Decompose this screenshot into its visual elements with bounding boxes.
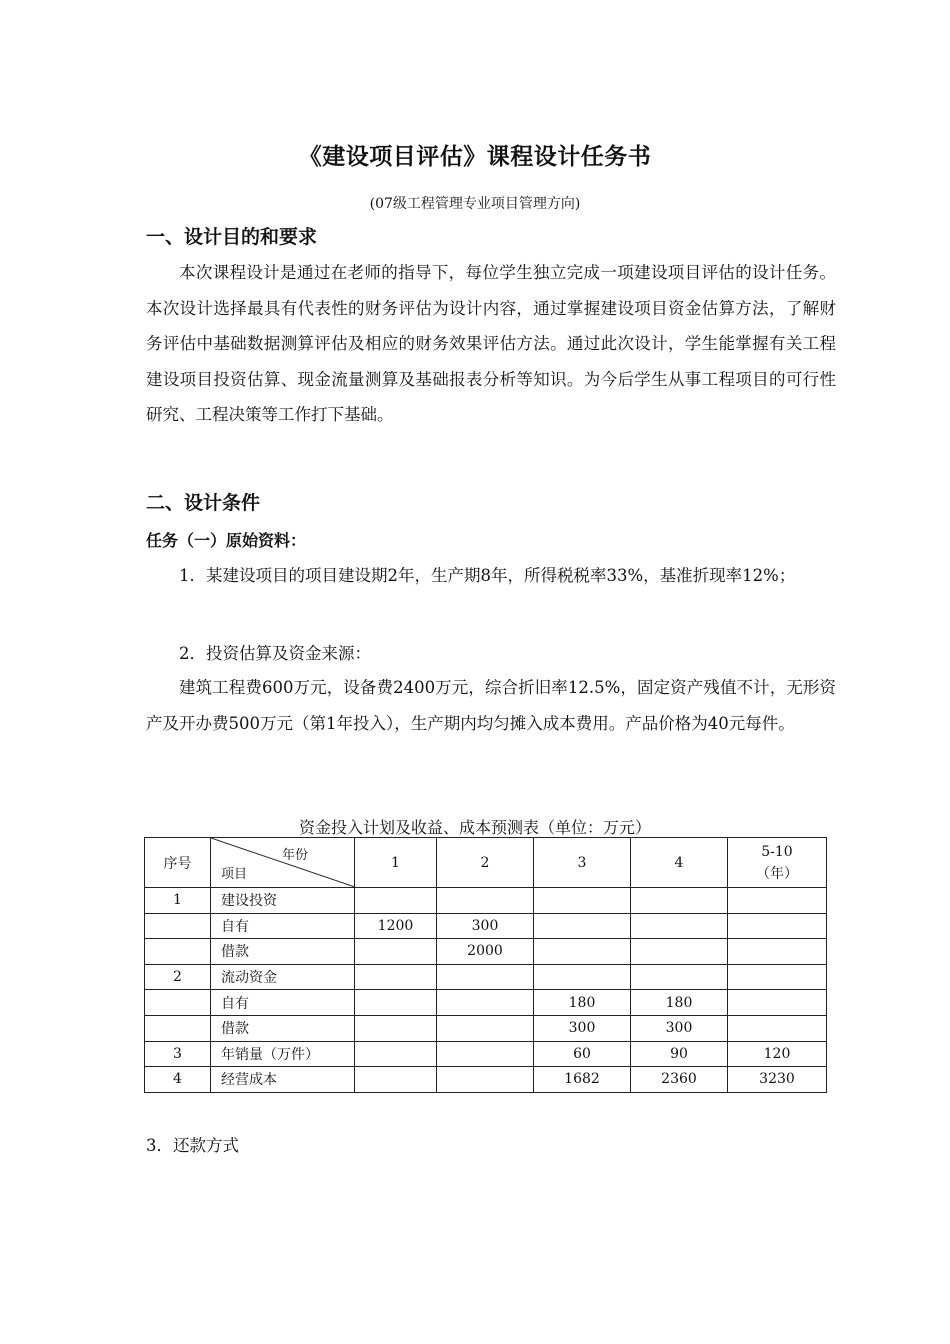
table-row — [145, 913, 827, 939]
table-row — [145, 990, 827, 1016]
row-seq — [145, 990, 211, 1016]
row-value-cell — [728, 964, 827, 990]
row-seq: 1 — [145, 888, 211, 914]
header-diagonal-cell — [211, 838, 355, 888]
row-item-name: 借款 — [211, 939, 355, 965]
header-year-2: 2 — [437, 838, 534, 888]
row-seq: 4 — [145, 1067, 211, 1093]
table-caption: 资金投入计划及收益、成本预测表（单位：万元） — [298, 818, 651, 837]
item2-paragraph: 建筑工程费600万元，设备费2400万元，综合折旧率12.5%，固定资产残值不计，无形资产及开办费500万元（第1年投入），生产期内均匀摊入成本费用。产品价格为40元每件。 — [146, 678, 836, 733]
row-seq: 2 — [145, 964, 211, 990]
row-item-name: 经营成本 — [211, 1067, 355, 1093]
row-value-cell — [631, 888, 728, 914]
table-row — [145, 1015, 827, 1041]
row-value-cell: 180 — [631, 990, 728, 1016]
row-item-name: 年销量（万件） — [211, 1041, 355, 1067]
row-seq — [145, 939, 211, 965]
row-value-cell: 3230 — [728, 1067, 827, 1093]
row-value-cell — [355, 1015, 437, 1041]
row-value-cell — [355, 964, 437, 990]
row-value-cell — [728, 1015, 827, 1041]
header-year-4: 4 — [631, 838, 728, 888]
row-value-cell — [534, 939, 631, 965]
row-seq — [145, 1015, 211, 1041]
item2-text: 2．投资估算及资金来源： — [179, 644, 371, 663]
row-value-cell: 300 — [437, 913, 534, 939]
row-value-cell — [437, 1015, 534, 1041]
header-year-label: 年份 — [281, 848, 308, 863]
row-value-cell — [534, 913, 631, 939]
header-year-unit: （年） — [756, 865, 798, 882]
row-value-cell — [437, 888, 534, 914]
header-year-range: 5-10 — [761, 843, 793, 860]
row-value-cell: 1200 — [355, 913, 437, 939]
row-item-name: 流动资金 — [211, 964, 355, 990]
row-value-cell — [355, 1041, 437, 1067]
table-row — [145, 888, 827, 914]
row-value-cell: 2360 — [631, 1067, 728, 1093]
row-value-cell — [728, 990, 827, 1016]
row-value-cell — [355, 1067, 437, 1093]
section1-heading: 一、设计目的和要求 — [146, 226, 318, 248]
row-value-cell — [728, 888, 827, 914]
row-value-cell: 300 — [631, 1015, 728, 1041]
row-item-name: 借款 — [211, 1015, 355, 1041]
header-seq: 序号 — [145, 838, 211, 888]
row-value-cell: 120 — [728, 1041, 827, 1067]
row-seq: 3 — [145, 1041, 211, 1067]
row-value-cell — [631, 913, 728, 939]
row-value-cell: 300 — [534, 1015, 631, 1041]
row-value-cell — [355, 939, 437, 965]
header-year-3: 3 — [534, 838, 631, 888]
fund-plan-table — [144, 837, 827, 1093]
table-row — [145, 1067, 827, 1093]
row-value-cell — [355, 888, 437, 914]
table-row — [145, 1041, 827, 1067]
task-heading: 任务（一）原始资料： — [146, 531, 307, 550]
header-year-1: 1 — [355, 838, 437, 888]
row-value-cell — [631, 964, 728, 990]
table-row — [145, 939, 827, 965]
row-item-name: 建设投资 — [211, 888, 355, 914]
header-year-5-10 — [728, 838, 827, 888]
row-value-cell — [355, 990, 437, 1016]
header-item-label: 项目 — [221, 867, 248, 882]
row-value-cell — [728, 913, 827, 939]
table-row — [145, 964, 827, 990]
section1-paragraph: 本次课程设计是通过在老师的指导下，每位学生独立完成一项建设项目评估的设计任务。本次设计选择最具有代表性的财务评估为设计内容，通过掌握建设项目资金估算方法，了解财务评估中基础数据测算评估及相应的财务效果评估方法。通过此次设计，学生能掌握有关工程建设项目投资估算、现金流量测算及基础报表分析等知识。为今后学生从事工程项目的可行性研究、工程决策等工作打下基础。 — [146, 263, 836, 424]
row-value-cell: 2000 — [437, 939, 534, 965]
row-value-cell — [728, 939, 827, 965]
row-seq — [145, 913, 211, 939]
row-value-cell — [437, 964, 534, 990]
row-value-cell: 180 — [534, 990, 631, 1016]
row-value-cell: 1682 — [534, 1067, 631, 1093]
item3-text: 3．还款方式 — [146, 1136, 239, 1155]
row-item-name: 自有 — [211, 913, 355, 939]
table-header-row — [145, 838, 827, 888]
row-value-cell — [437, 990, 534, 1016]
document-title: 《建设项目评估》课程设计任务书 — [298, 144, 652, 170]
row-value-cell — [534, 888, 631, 914]
document-subtitle: (07级工程管理专业项目管理方向) — [369, 196, 581, 212]
section2-heading: 二、设计条件 — [146, 492, 261, 514]
item1-text: 1．某建设项目的项目建设期2年，生产期8年，所得税税率33%，基准折现率12%； — [179, 566, 796, 585]
row-value-cell: 60 — [534, 1041, 631, 1067]
row-value-cell: 90 — [631, 1041, 728, 1067]
row-value-cell — [437, 1041, 534, 1067]
row-value-cell — [437, 1067, 534, 1093]
row-item-name: 自有 — [211, 990, 355, 1016]
row-value-cell — [534, 964, 631, 990]
row-value-cell — [631, 939, 728, 965]
